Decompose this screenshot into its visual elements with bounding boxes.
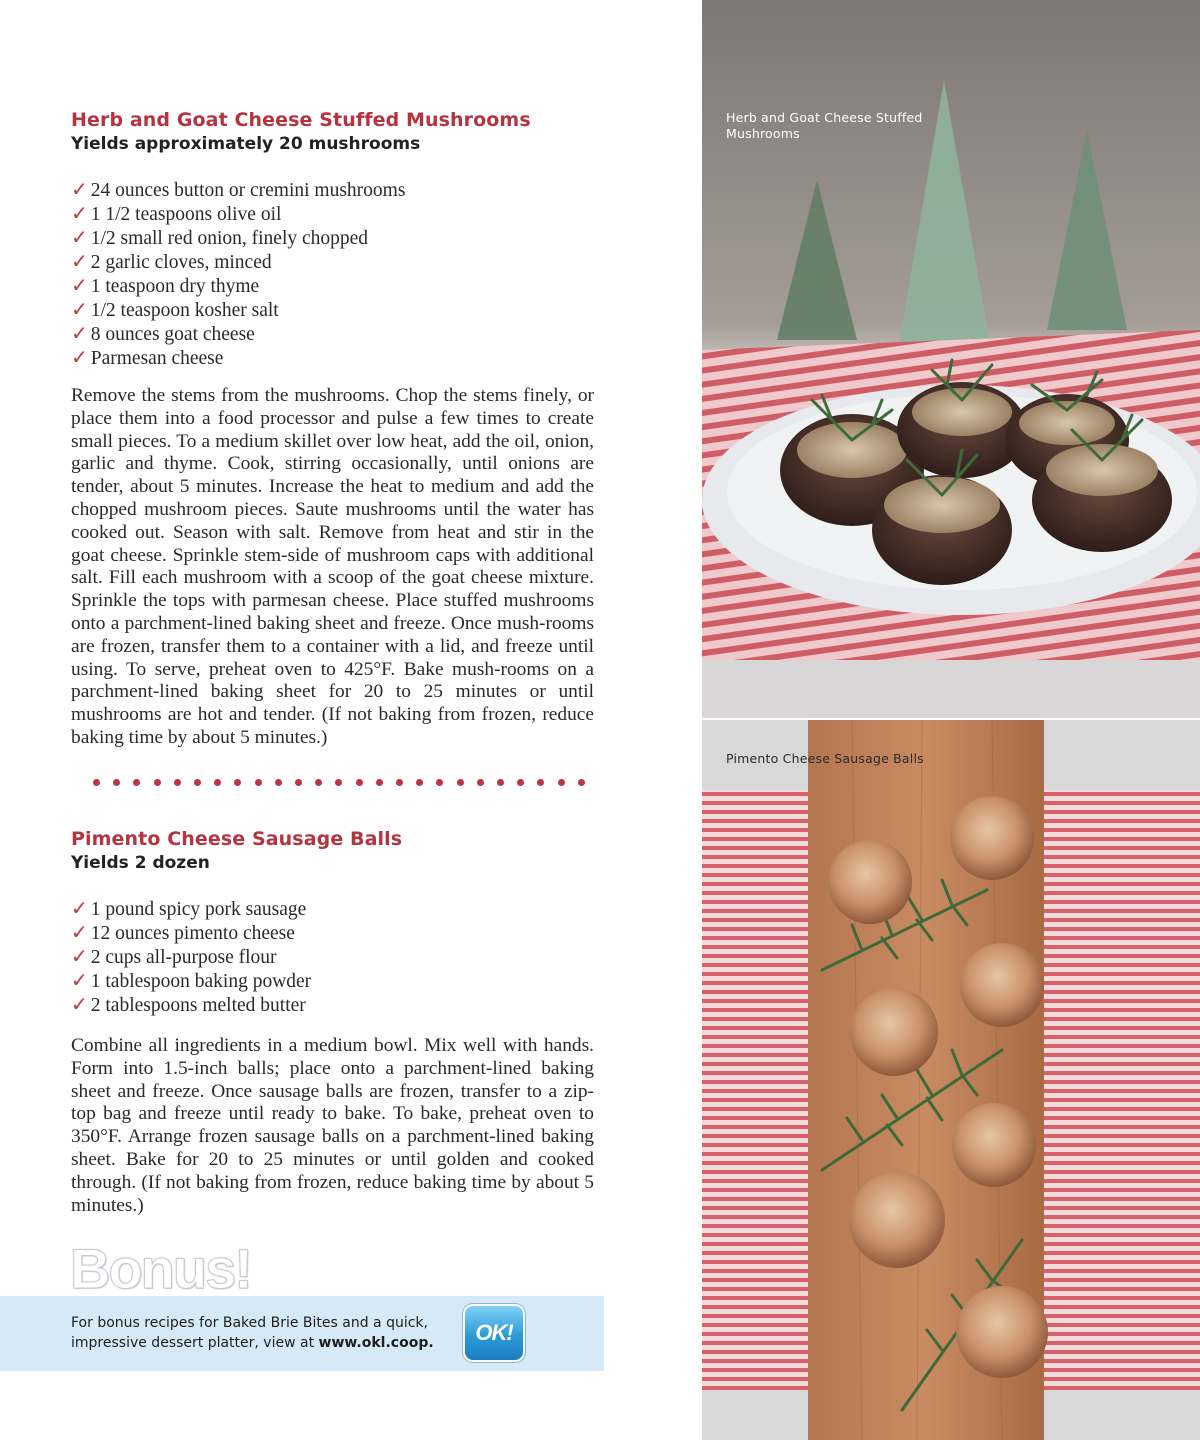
divider-dot	[234, 779, 241, 786]
checkmark-icon: ✓	[71, 968, 88, 992]
divider-dot	[335, 779, 342, 786]
divider-dot	[113, 779, 120, 786]
recipe-title: Pimento Cheese Sausage Balls	[71, 828, 403, 850]
ingredient-item: ✓ 24 ounces button or cremini mushrooms	[71, 177, 406, 201]
divider-dot	[436, 779, 443, 786]
divider-dot	[174, 779, 181, 786]
bonus-text: For bonus recipes for Baked Brie Bites and a quick, impressive dessert platter, view at www.okl.coop.	[71, 1315, 434, 1351]
ingredient-item: ✓ 2 tablespoons melted butter	[71, 992, 306, 1016]
checkmark-icon: ✓	[71, 273, 88, 297]
divider-dot	[255, 779, 262, 786]
divider-dot	[315, 779, 322, 786]
photo-caption: Pimento Cheese Sausage Balls	[726, 751, 924, 766]
divider-dot	[396, 779, 403, 786]
checkmark-icon: ✓	[71, 225, 88, 249]
photo-caption: Herb and Goat Cheese Stuffed Mushrooms	[726, 110, 923, 141]
divider-dot	[497, 779, 504, 786]
divider-dot	[275, 779, 282, 786]
checkmark-icon: ✓	[71, 249, 88, 273]
ingredient-item: ✓ 1 teaspoon dry thyme	[71, 273, 260, 297]
ingredient-item: ✓ 1 1/2 teaspoons olive oil	[71, 201, 282, 225]
ingredient-item: ✓ 8 ounces goat cheese	[71, 321, 255, 345]
divider-dot	[517, 779, 524, 786]
divider-dot	[295, 779, 302, 786]
recipe-yield: Yields 2 dozen	[71, 853, 210, 873]
divider-dot	[477, 779, 484, 786]
divider-dot	[93, 779, 100, 786]
section-divider	[93, 779, 585, 791]
divider-dot	[416, 779, 423, 786]
mushrooms-photo	[702, 0, 1200, 718]
divider-dot	[356, 779, 363, 786]
divider-dot	[194, 779, 201, 786]
ingredient-item: ✓ 1 tablespoon baking powder	[71, 968, 312, 992]
divider-dot	[578, 779, 585, 786]
ingredient-item: ✓ 2 cups all-purpose flour	[71, 944, 277, 968]
recipe-instructions: Combine all ingredients in a medium bowl. Mix well with hands. Form into 1.5-inch balls; place onto a parchment-lined baking sheet and freeze. Once sausage balls are frozen, transfer to a zip-top bag and freeze until ready to bake. To bake, preheat oven to 350°F. Arrange frozen sausage balls on a parchment-lined baking sheet. Bake for 20 to 25 minutes or until golden and cooked through. (If not baking from frozen, reduce baking time by about 5 minutes.)	[71, 1035, 594, 1216]
recipe-instructions: Remove the stems from the mushrooms. Chop the stems finely, or place them into a food processor and pulse a few times to create small pieces. To a medium skillet over low heat, add the oil, onion, garlic and thyme. Cook, stirring occasionally, until onions are tender, about 5 minutes. Increase the heat to medium and add the chopped mushroom pieces. Saute mushrooms until the water has cooked out. Season with salt. Remove from heat and stir in the goat cheese. Sprinkle stem-side of mushroom caps with additional salt. Fill each mushroom with a scoop of the goat cheese mixture. Sprinkle the tops with parmesan cheese. Place stuffed mushrooms onto a parchment-lined baking sheet and freeze. Once mush-rooms are frozen, transfer them to a container with a lid, and freeze until using. To serve, preheat oven to 425°F. Bake mush-rooms on a parchment-lined baking sheet for 20 to 25 minutes or until mushrooms are hot and tender. (If not baking from frozen, reduce baking time by about 5 minutes.)	[71, 385, 594, 748]
ingredient-item: ✓ 1/2 small red onion, finely chopped	[71, 225, 369, 249]
checkmark-icon: ✓	[71, 992, 88, 1016]
ingredient-item: ✓ 1 pound spicy pork sausage	[71, 896, 307, 920]
checkmark-icon: ✓	[71, 321, 88, 345]
ingredient-item: ✓ 2 garlic cloves, minced	[71, 249, 272, 273]
checkmark-icon: ✓	[71, 345, 88, 369]
divider-dot	[457, 779, 464, 786]
ingredient-list	[71, 178, 405, 370]
checkmark-icon: ✓	[71, 944, 88, 968]
recipe-title: Herb and Goat Cheese Stuffed Mushrooms	[71, 109, 531, 131]
divider-dot	[133, 779, 140, 786]
ingredient-item: ✓ 12 ounces pimento cheese	[71, 920, 295, 944]
ok-logo-badge[interactable]: OK!	[465, 1306, 523, 1360]
divider-dot	[154, 779, 161, 786]
divider-dot	[376, 779, 383, 786]
ingredient-list	[71, 897, 311, 1017]
recipe-yield: Yields approximately 20 mushrooms	[71, 134, 421, 154]
ingredient-item: ✓ 1/2 teaspoon kosher salt	[71, 297, 279, 321]
divider-dot	[558, 779, 565, 786]
bonus-link[interactable]: www.okl.coop.	[318, 1335, 434, 1351]
bonus-title: Bonus!	[70, 1237, 251, 1300]
ingredient-item: ✓ Parmesan cheese	[71, 345, 224, 369]
divider-dot	[214, 779, 221, 786]
sausage-balls-photo	[702, 720, 1200, 1440]
checkmark-icon: ✓	[71, 177, 88, 201]
checkmark-icon: ✓	[71, 896, 88, 920]
checkmark-icon: ✓	[71, 297, 88, 321]
checkmark-icon: ✓	[71, 920, 88, 944]
checkmark-icon: ✓	[71, 201, 88, 225]
divider-dot	[537, 779, 544, 786]
